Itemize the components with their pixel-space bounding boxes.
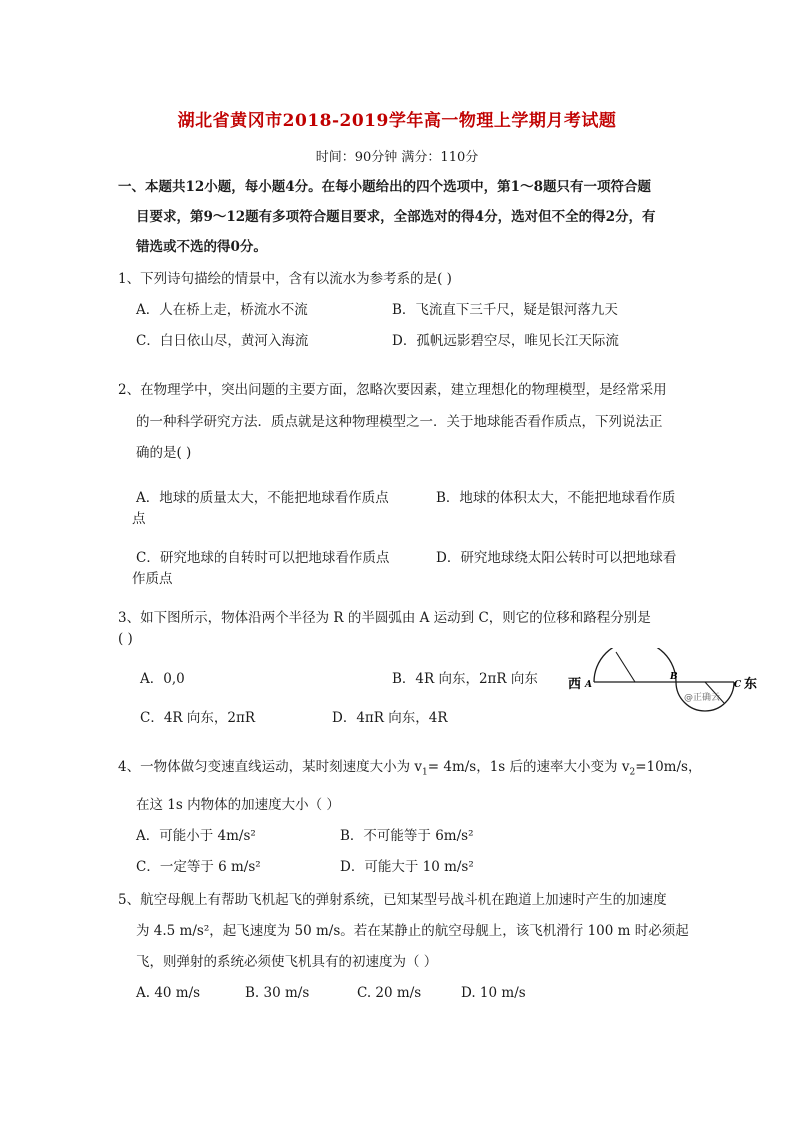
section-instructions-line-3: 错选或不选的得0分。: [136, 239, 267, 255]
exam-title: 湖北省黄冈市2018-2019学年高一物理上学期月考试题: [177, 111, 617, 131]
east-label: 东: [744, 677, 758, 692]
question-4-text-part-2: = 4m/s，1s 后的速率大小变为 v: [427, 759, 630, 775]
v1-subscript: 1: [422, 767, 428, 778]
upper-semicircle-arc: [594, 648, 676, 682]
question-4-stem-line-2: 在这 1s 内物体的加速度大小（ ）: [136, 797, 340, 813]
question-3-option-c: C．4R 向东，2πR: [140, 710, 256, 726]
question-2-stem-line-3: 确的是( ): [136, 445, 192, 461]
question-2-option-d-wrap: 作质点: [132, 571, 173, 587]
question-4-stem-line-1: [118, 757, 701, 783]
question-2-stem-line-1: 2、在物理学中，突出问题的主要方面，忽略次要因素，建立理想化的物理模型，是经常采用: [118, 382, 667, 398]
question-1-option-c: C．白日依山尽，黄河入海流: [136, 333, 309, 349]
question-1-option-b: B．飞流直下三千尺，疑是银河落九天: [392, 302, 618, 318]
point-c-label: C: [734, 680, 742, 690]
question-5-stem-line-2: 为 4.5 m/s²，起飞速度为 50 m/s。若在某静止的航空母舰上，该飞机滑行 100 m 时必须起: [136, 923, 689, 939]
question-2-option-a: A．地球的质量太大，不能把地球看作质点: [136, 490, 389, 506]
question-3-stem-line-1: 3、如下图所示，物体沿两个半径为 R 的半圆弧由 A 运动到 C，则它的位移和路程分别是: [118, 610, 651, 626]
section-instructions-line-2: 目要求，第9～12题有多项符合题目要求，全部选对的得4分，选对但不全的得2分，有: [136, 209, 656, 225]
question-3-option-a: A．0,0: [140, 671, 185, 687]
question-4-option-d: D．可能大于 10 m/s²: [340, 859, 474, 875]
question-5-option-d: D. 10 m/s: [461, 985, 526, 1001]
question-5-option-a: A. 40 m/s: [136, 985, 201, 1001]
question-2-option-b-wrap: 点: [132, 511, 146, 527]
question-2-option-c: C．研究地球的自转时可以把地球看作质点: [136, 550, 390, 566]
question-3-option-d: D．4πR 向东，4R: [332, 710, 448, 726]
question-2-stem-line-2: 的一种科学研究方法．质点就是这种物理模型之一．关于地球能否看作质点，下列说法正: [136, 414, 663, 430]
question-4-option-c: C．一定等于 6 m/s²: [136, 859, 261, 875]
point-b-label: B: [670, 672, 678, 682]
question-2-option-b: B．地球的体积太大，不能把地球看作质: [436, 490, 676, 506]
question-4-text-part-1: 4、一物体做匀变速直线运动，某时刻速度大小为 v: [118, 759, 423, 775]
question-4-option-b: B．不可能等于 6m/s²: [340, 828, 474, 844]
v2-subscript: 2: [629, 767, 636, 778]
question-2-option-d: D．研究地球绕太阳公转时可以把地球看: [436, 550, 677, 566]
question-1-stem: 1、下列诗句描绘的情景中，含有以流水为参考系的是( ): [118, 271, 452, 287]
exam-meta: 时间：90分钟 满分：110分: [315, 150, 479, 165]
question-3-stem-line-2: ( ): [118, 631, 133, 647]
question-5-option-b: B. 30 m/s: [245, 985, 310, 1001]
section-instructions-line-1: 一、本题共12小题，每小题4分。在每小题给出的四个选项中，第1～8题只有一项符合题: [118, 179, 651, 195]
point-a-label: A: [585, 680, 592, 690]
question-3-option-b: B．4R 向东，2πR 向东: [392, 671, 538, 687]
west-label: 西: [568, 677, 582, 692]
watermark-label: @正确云: [684, 693, 721, 703]
question-4-option-a: A．可能小于 4m/s²: [136, 828, 256, 844]
question-4-text-part-3: =10m/s，: [635, 759, 702, 775]
semicircle-path-diagram: [566, 648, 772, 720]
question-1-option-a: A．人在桥上走，桥流水不流: [136, 302, 308, 318]
question-5-option-c: C. 20 m/s: [357, 985, 422, 1001]
upper-radius-line: [616, 652, 635, 682]
question-5-stem-line-3: 飞，则弹射的系统必须使飞机具有的初速度为（ ）: [136, 954, 438, 970]
question-1-option-d: D．孤帆远影碧空尽，唯见长江天际流: [392, 333, 619, 349]
question-5-stem-line-1: 5、航空母舰上有帮助飞机起飞的弹射系统，已知某型号战斗机在跑道上加速时产生的加速度: [118, 892, 667, 908]
